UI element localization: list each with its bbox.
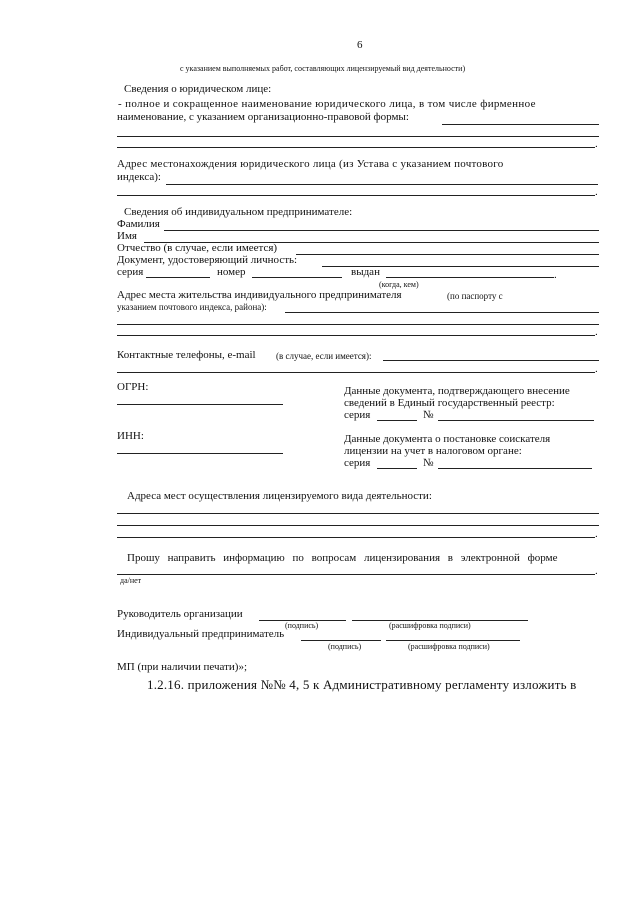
ogrn-doc-line2: сведений в Единый государственный реестр: [344,397,555,409]
ogrn-doc-line1: Данные документа, подтверждающего внесение [344,385,570,397]
legal-address-line1: Адрес местонахождения юридического лица (из Устава с указанием почтового [117,158,504,170]
activity-address-field-2[interactable] [117,525,599,526]
residence-hint: (по паспорту с [447,291,503,301]
line-end-dot: . [595,326,598,338]
series-label: серия [117,266,144,278]
ogrn-series-field[interactable] [377,420,417,421]
legal-address-field-2[interactable] [117,195,595,196]
line-end-dot: . [595,565,598,577]
when-by-hint: (когда, кем) [379,280,419,289]
residence-field-2[interactable] [117,324,599,325]
residence-field[interactable] [285,312,599,313]
inn-field[interactable] [117,453,283,454]
ogrn-series-label: серия [344,409,371,421]
line-end-dot: . [595,528,598,540]
patronymic-field[interactable] [296,254,599,255]
entrepreneur-decoding-field[interactable] [386,640,520,641]
ogrn-number-label: № [423,409,434,421]
number-field[interactable] [252,277,342,278]
activity-address-field-3[interactable] [117,537,595,538]
legal-name-field-3[interactable] [117,147,595,148]
request-hint: да/нет [120,576,142,585]
top-caption: с указанием выполняемых работ, составляющих лицензируемый вид деятельности) [180,64,466,73]
legal-address-line2: индекса): [117,171,161,183]
inn-series-label: серия [344,457,371,469]
contacts-hint: (в случае, если имеется): [276,351,372,361]
line-end-dot: . [595,186,598,198]
patronymic-label: Отчество (в случае, если имеется) [117,242,278,254]
entrepreneur-label: Индивидуальный предприниматель [117,628,285,640]
surname-field[interactable] [164,230,599,231]
legal-name-field-2[interactable] [117,136,599,137]
inn-doc-line1: Данные документа о постановке соискателя [344,433,551,445]
legal-name-line1: - полное и сокращенное наименование юридического лица, в том числе фирменное [118,98,536,110]
entrepreneur-signature-field[interactable] [301,640,381,641]
inn-number-field[interactable] [438,468,592,469]
request-text: Прошу направить информацию по вопросам лицензирования в электронной форме [127,552,558,564]
series-field[interactable] [146,277,210,278]
page-number: 6 [357,39,363,51]
contacts-label: Контактные телефоны, e-mail [117,349,256,361]
ogrn-label: ОГРН: [117,381,149,393]
contacts-field-2[interactable] [117,372,595,373]
legal-address-field[interactable] [166,184,598,185]
individual-heading: Сведения об индивидуальном предпринимателе: [124,206,353,218]
seal-label: МП (при наличии печати)»; [117,661,247,673]
inn-label: ИНН: [117,430,144,442]
head-signature-hint: (подпись) [285,621,319,630]
final-paragraph: 1.2.16. приложения №№ 4, 5 к Административному регламенту изложить в [147,677,577,692]
first-name-label: Имя [117,230,137,242]
residence-label-line1: Адрес места жительства индивидуального предпринимателя [117,289,402,301]
inn-number-label: № [423,457,434,469]
number-label: номер [217,266,246,278]
request-field[interactable] [117,574,595,575]
residence-label-line2: указанием почтового индекса, района): [117,302,267,312]
issued-field[interactable] [386,277,554,278]
legal-heading: Сведения о юридическом лице: [124,83,272,95]
document-label: Документ, удостоверяющий личность: [117,254,298,266]
legal-name-field[interactable] [442,124,599,125]
surname-label: Фамилия [117,218,160,230]
issued-label: выдан [351,266,380,278]
ogrn-number-field[interactable] [438,420,594,421]
ogrn-field[interactable] [117,404,283,405]
contacts-field[interactable] [383,360,599,361]
entrepreneur-decoding-hint: (расшифровка подписи) [408,642,490,651]
inn-series-field[interactable] [377,468,417,469]
head-label: Руководитель организации [117,608,243,620]
legal-name-line2: наименование, с указанием организационно-правовой формы: [117,111,409,123]
activity-address-field-1[interactable] [117,513,599,514]
line-end-dot: . [595,138,598,150]
entrepreneur-signature-hint: (подпись) [328,642,362,651]
line-end-dot: . [554,269,557,281]
line-end-dot: . [595,363,598,375]
activity-addresses-label: Адреса мест осуществления лицензируемого вида деятельности: [127,490,432,502]
inn-doc-line2: лицензии на учет в налоговом органе: [344,445,522,457]
residence-field-3[interactable] [117,335,595,336]
head-decoding-hint: (расшифровка подписи) [389,621,471,630]
